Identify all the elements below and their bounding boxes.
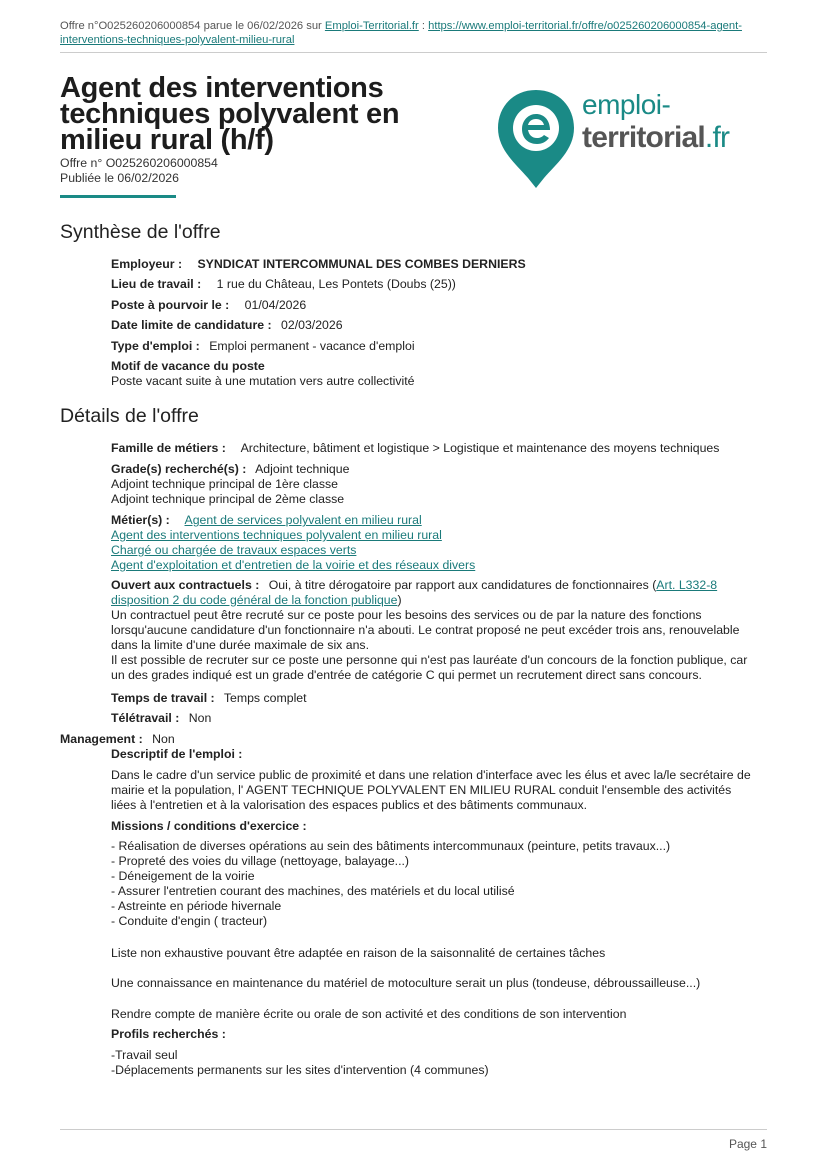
law-article-link[interactable]: Art. L332-8: [656, 578, 718, 592]
mission-item: - Propreté des voies du village (nettoyage, balayage...): [111, 854, 410, 868]
header-prefix: Offre n°O025260206000854 parue le 06/02/2026 sur: [60, 20, 322, 32]
missions-list: [111, 839, 771, 929]
job-type-row: [111, 339, 771, 354]
mission-item: - Réalisation de diverses opérations au sein des bâtiments intercommunaux (peinture, petits travaux...): [111, 839, 671, 853]
profil-item: -Déplacements permanents sur les sites d'intervention (4 communes): [111, 1063, 489, 1077]
grade-item: Adjoint technique principal de 1ère classe: [111, 477, 338, 491]
contract-paren: ): [397, 593, 402, 607]
metiers-label: Métier(s) :: [111, 513, 170, 527]
missions-note: Une connaissance en maintenance du matériel de motoculture serait un plus (tondeuse, débroussailleuse...): [111, 976, 701, 990]
missions-note: Liste non exhaustive pouvant être adaptée en raison de la saisonnalité de certaines tâches: [111, 946, 606, 960]
telework-label: Télétravail :: [111, 711, 180, 725]
vacancy-reason-label: Motif de vacance du poste: [111, 359, 265, 373]
mission-item: - Conduite d'engin ( tracteur): [111, 914, 268, 928]
synthese-heading: Synthèse de l'offre: [60, 221, 221, 243]
logo-text-ext: .fr: [704, 121, 730, 154]
descriptif-text: [111, 768, 771, 813]
employer-value: SYNDICAT INTERCOMMUNAL DES COMBES DERNIERS: [197, 257, 526, 271]
start-date-label: Poste à pourvoir le :: [111, 298, 230, 312]
deadline-value: 02/03/2026: [281, 318, 343, 332]
workplace-row: [111, 277, 771, 292]
job-family-row: [111, 441, 771, 456]
logo-text-bottom: [582, 122, 729, 154]
details-heading: Détails de l'offre: [60, 405, 199, 427]
workplace-value: 1 rue du Château, Les Pontets (Doubs (25)): [216, 277, 456, 291]
vacancy-reason: [111, 359, 771, 389]
missions-label: Missions / conditions d'exercice :: [111, 819, 307, 833]
grades-block: [111, 462, 771, 507]
grade-item: Adjoint technique principal de 2ème classe: [111, 492, 345, 506]
metier-link[interactable]: Agent d'exploitation et d'entretien de la voirie et des réseaux divers: [111, 558, 476, 572]
job-family-label: Famille de métiers :: [111, 441, 226, 455]
workplace-label: Lieu de travail :: [111, 277, 202, 291]
metier-link[interactable]: Agent des interventions techniques polyvalent en milieu rural: [111, 528, 442, 542]
contract-text-line: Un contractuel peut être recruté sur ce poste pour les besoins des services ou de par la nature des fonctions: [111, 608, 702, 622]
missions-label-row: [111, 819, 771, 834]
profils-label-row: [111, 1027, 771, 1042]
law-article-link-cont[interactable]: disposition 2 du code général de la fonction publique: [111, 593, 398, 607]
location-pin-icon: [498, 90, 574, 188]
mission-item: - Déneigement de la voirie: [111, 869, 255, 883]
work-time-value: Temps complet: [223, 691, 307, 705]
logo-text-top: emploi-: [582, 89, 671, 120]
telework-value: Non: [188, 711, 212, 725]
title-line: Agent des interventions: [60, 72, 384, 104]
descriptif-line: Dans le cadre d'un service public de proximité et dans une relation d'interface avec les élus et avec la/le secrétaire de: [111, 768, 751, 782]
mission-item: - Assurer l'entretien courant des machines, des matériels et du local utilisé: [111, 884, 515, 898]
contract-text-line: Il est possible de recruter sur ce poste une personne qui n'est pas lauréate d'un concours de la fonction publique, car: [111, 653, 748, 667]
title-underline: [60, 195, 176, 198]
title-line: techniques polyvalent en: [60, 98, 400, 130]
grades-label: Grade(s) recherché(s) :: [111, 462, 247, 476]
footer-divider: [60, 1129, 767, 1130]
page-number: Page 1: [728, 1137, 767, 1151]
page-title: [60, 72, 460, 156]
header-separator: :: [421, 20, 425, 32]
work-time-label: Temps de travail :: [111, 691, 215, 705]
descriptif-label: Descriptif de l'emploi :: [111, 747, 243, 761]
logo-text-main: territorial: [582, 121, 705, 154]
contract-text-line: un des grades indiqué est un grade d'entrée de catégorie C qui permet un recrutement direct sans concours.: [111, 668, 702, 682]
header-divider: [60, 52, 767, 53]
management-label: Management :: [60, 732, 143, 746]
missions-note: Rendre compte de manière écrite ou orale de son activité et des conditions de son intervention: [111, 1007, 627, 1021]
profils-label: Profils recherchés :: [111, 1027, 226, 1041]
profil-item: -Travail seul: [111, 1048, 178, 1062]
contract-value: Oui, à titre dérogatoire par rapport aux candidatures de fonctionnaires (: [268, 578, 657, 592]
telework-row: [111, 711, 771, 726]
descriptif-line: mairie et la population, l' AGENT TECHNIQUE POLYVALENT EN MILIEU RURAL conduit l'ensemble des activités: [111, 783, 732, 797]
start-date-row: [111, 298, 771, 313]
start-date-value: 01/04/2026: [244, 298, 307, 312]
contract-text-line: lorsqu'aucune candidature d'un fonctionnaire n'a abouti. Le contrat proposé ne peut excéder trois ans, renouvelable: [111, 623, 740, 637]
mission-item: - Astreinte en période hivernale: [111, 899, 282, 913]
management-row: [60, 732, 720, 747]
work-time-row: [111, 691, 771, 706]
grade-item: Adjoint technique: [255, 462, 350, 476]
deadline-row: [111, 318, 771, 333]
employer-row: [111, 257, 771, 272]
metiers-block: [111, 513, 771, 573]
site-link[interactable]: Emploi-Territorial.fr: [324, 20, 419, 32]
deadline-label: Date limite de candidature :: [111, 318, 272, 332]
descriptif-label-row: [111, 747, 771, 762]
job-family-value: Architecture, bâtiment et logistique > Logistique et maintenance des moyens techniques: [240, 441, 720, 455]
offer-url-link-cont[interactable]: interventions-techniques-polyvalent-milieu-rural: [60, 34, 295, 46]
job-type-value: Emploi permanent - vacance d'emploi: [209, 339, 415, 353]
offer-number: Offre n° O025260206000854: [60, 156, 218, 170]
descriptif-line: liées à l'entretien et à la valorisation des espaces publics et des bâtiments communaux.: [111, 798, 588, 812]
page-header: [60, 19, 770, 47]
job-type-label: Type d'emploi :: [111, 339, 200, 353]
management-value: Non: [152, 732, 175, 746]
vacancy-reason-value: Poste vacant suite à une mutation vers autre collectivité: [111, 374, 415, 388]
employer-label: Employeur :: [111, 257, 183, 271]
contract-label: Ouvert aux contractuels :: [111, 578, 260, 592]
publish-date: Publiée le 06/02/2026: [60, 171, 179, 185]
contract-text-line: dans la limite d'une durée maximale de six ans.: [111, 638, 369, 652]
profils-list: [111, 1048, 771, 1078]
offer-url-link[interactable]: https://www.emploi-territorial.fr/offre/o025260206000854-agent-: [428, 20, 742, 32]
title-line: milieu rural (h/f): [60, 124, 274, 156]
metier-link[interactable]: Agent de services polyvalent en milieu rural: [184, 513, 422, 527]
contract-block: [111, 578, 771, 683]
metier-link[interactable]: Chargé ou chargée de travaux espaces verts: [111, 543, 357, 557]
